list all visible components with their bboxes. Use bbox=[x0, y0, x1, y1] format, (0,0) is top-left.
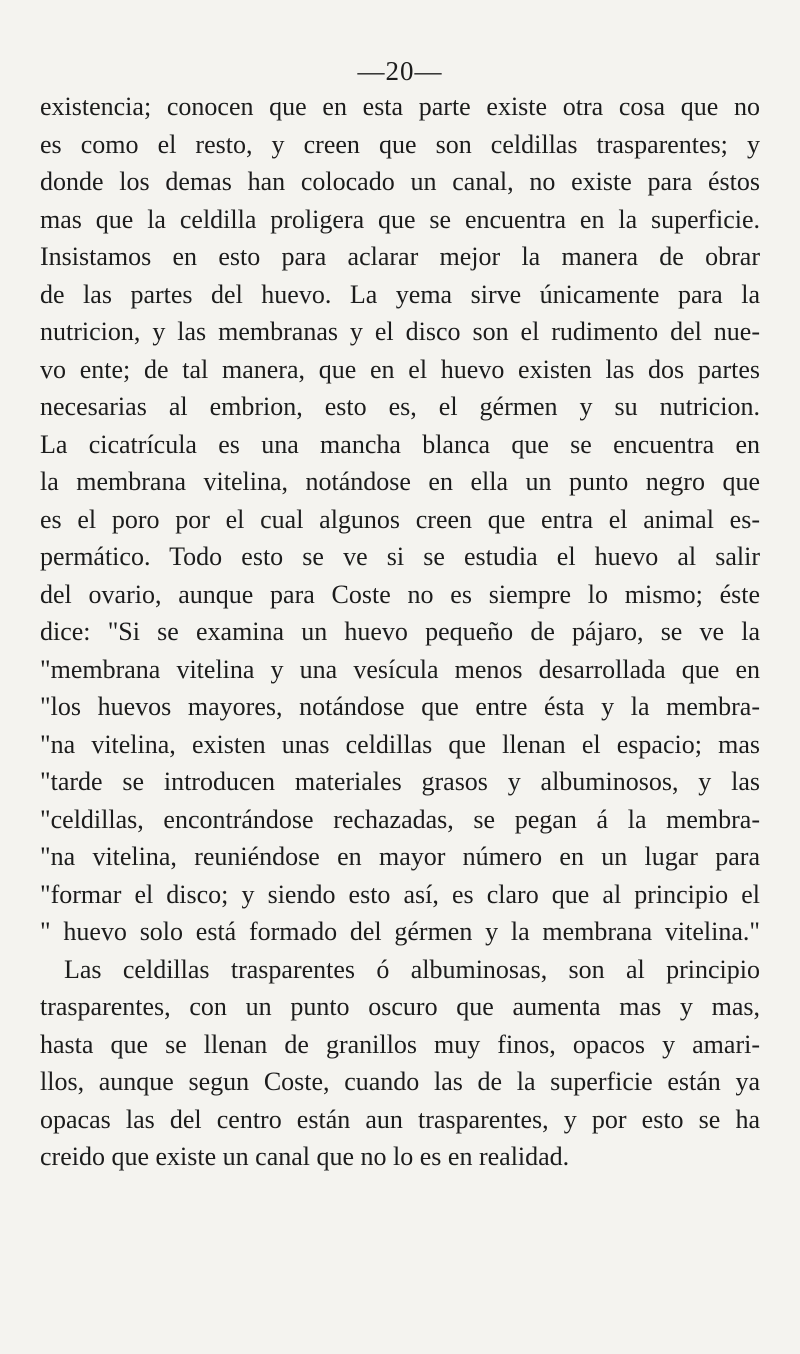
text-line: es el poro por el cual algunos creen que entra el animal es- bbox=[40, 504, 760, 534]
text-line: es como el resto, y creen que son celdillas trasparentes; y bbox=[40, 129, 760, 159]
text-line: "los huevos mayores, notándose que entre ésta y la membra- bbox=[40, 692, 760, 721]
text-line: "celdillas, encontrándose rechazadas, se pegan á la membra- bbox=[40, 804, 760, 834]
text-line: hasta que se llenan de granillos muy finos, opacos y amari- bbox=[40, 1029, 760, 1059]
text-line: opacas las del centro están aun trasparentes, y por esto se ha bbox=[40, 1104, 760, 1134]
text-line: de las partes del huevo. La yema sirve únicamente para la bbox=[40, 279, 760, 309]
text-line: "formar el disco; y siendo esto así, es claro que al principio el bbox=[40, 879, 760, 909]
text-line: llos, aunque segun Coste, cuando las de la superficie están ya bbox=[40, 1067, 760, 1096]
text-line: permático. Todo esto se ve si se estudia el huevo al salir bbox=[40, 542, 760, 571]
text-line: vo ente; de tal manera, que en el huevo existen las dos partes bbox=[40, 354, 760, 384]
text-line: Las celdillas trasparentes ó albuminosas, son al principio bbox=[64, 954, 760, 984]
text-line: necesarias al embrion, esto es, el gérmen y su nutricion. bbox=[40, 392, 760, 421]
text-line: La cicatrícula es una mancha blanca que se encuentra en bbox=[40, 429, 760, 459]
text-line: creido que existe un canal que no lo es en realidad. bbox=[40, 1142, 570, 1171]
text-line: "na vitelina, reuniéndose en mayor número en un lugar para bbox=[40, 842, 760, 871]
text-line: "na vitelina, existen unas celdillas que llenan el espacio; mas bbox=[40, 729, 760, 759]
text-line: trasparentes, con un punto oscuro que aumenta mas y mas, bbox=[40, 992, 760, 1021]
text-line: del ovario, aunque para Coste no es siempre lo mismo; éste bbox=[40, 579, 760, 609]
text-line: "tarde se introducen materiales grasos y albuminosos, y las bbox=[40, 767, 760, 796]
text-line: existencia; conocen que en esta parte existe otra cosa que no bbox=[40, 92, 760, 121]
text-line: " huevo solo está formado del gérmen y la membrana vitelina." bbox=[40, 917, 760, 946]
text-line: nutricion, y las membranas y el disco son el rudimento del nue- bbox=[40, 317, 760, 346]
text-line: "membrana vitelina y una vesícula menos desarrollada que en bbox=[40, 654, 760, 684]
text-line: donde los demas han colocado un canal, no existe para éstos bbox=[40, 167, 760, 196]
text-line: dice: "Si se examina un huevo pequeño de pájaro, se ve la bbox=[40, 617, 760, 646]
text-line: Insistamos en esto para aclarar mejor la manera de obrar bbox=[40, 242, 760, 271]
text-line: la membrana vitelina, notándose en ella un punto negro que bbox=[40, 467, 760, 496]
text-line: mas que la celdilla proligera que se encuentra en la superficie. bbox=[40, 204, 760, 234]
page-number: —20— bbox=[357, 56, 443, 86]
body-text bbox=[40, 88, 760, 1176]
